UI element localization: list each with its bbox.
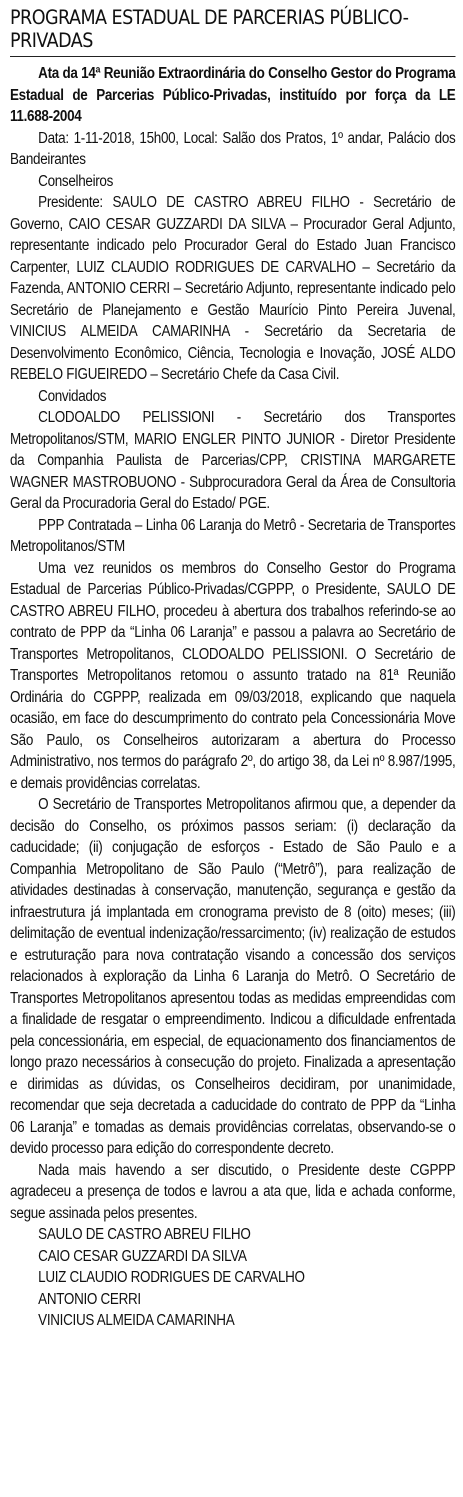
section-heading: PROGRAMA ESTADUAL DE PARCERIAS PÚBLICO-PRIVADAS	[10, 6, 456, 57]
signature-line: VINICIUS ALMEIDA CAMARINHA	[38, 1312, 235, 1329]
act-paragraph: Uma vez reunidos os membros do Conselho Gestor do Programa Estadual de Parcerias Público-Privadas/CGPPP, o Presidente, SAULO DE CASTRO ABREU FILHO, procedeu à abertura dos trabalhos referindo-se ao contrato de PPP da “Linha 06 Laranja” e passou a palavra ao Secretário de Transportes Metropolitanos, CLODOALDO PELISSIONI. O Secretário de Transportes Metropolitanos retomou o assunto tratado na 81ª Reunião Ordinária do CGPPP, realizada em 09/03/2018, explicando que naquela ocasião, em face do descumprimento do contrato pela Concessionária Move São Paulo, os Conselheiros autorizaram a abertura do Processo Administrativo, nos termos do parágrafo 2º, do artigo 38, da Lei nº 8.987/1995, e demais providências correlatas.	[10, 559, 456, 792]
signature-line: ANTONIO CERRI	[38, 1290, 141, 1308]
guests-list: CLODOALDO PELISSIONI - Secretário dos Transportes Metropolitanos/STM, MARIO ENGLER PINTO JUNIOR - Diretor Presidente da Companhia Paulista de Parcerias/CPP, CRISTINA MARGARETE WAGNER MASTROBUONO - Subprocuradora Geral da Área de Consultoria Geral da Procuradoria Geral do Estado/ PGE.	[10, 409, 456, 512]
act-title: Ata da 14ª Reunião Extraordinária do Conselho Gestor do Programa Estadual de Parcerias Público-Privadas, instituído por força da LE 11.688-2004	[10, 65, 456, 125]
act-subject: PPP Contratada – Linha 06 Laranja do Metrô - Secretaria de Transportes Metropolitanos/STM	[10, 516, 456, 555]
act-paragraph: O Secretário de Transportes Metropolitanos afirmou que, a depender da decisão do Conselho, os próximos passos seriam: (i) declaração da caducidade; (ii) conjugação de esforços - Estado de São Paulo e a Companhia Metropolitano de São Paulo (“Metrô”), para realização de atividades destinadas à conservação, manutenção, segurança e gestão da infraestrutura já implantada em cronograma previsto de 8 (oito) meses; (iii) delimitação de eventual indenização/ressarcimento; (iv) realização de estudos e estruturação para nova contratação visando a concessão dos serviços relacionados à exploração da Linha 6 Laranja do Metrô. O Secretário de Transportes Metropolitanos apresentou todas as medidas empreendidas com a finalidade de resgatar o empreendimento. Indicou a dificuldade enfrentada pela concessionária, em especial, de equacionamento dos financiamentos de longo prazo necessários à consecução do projeto. Finalizada a apresentação e dirimidas as dúvidas, os Conselheiros decidiram, por unanimidade, recomendar que seja decretada a caducidade do contrato de PPP da “Linha 06 Laranja” e tomadas as demais providências correlatas, observando-se o devido processo para edição do correspondente decreto.	[10, 796, 456, 1157]
council-label: Conselheiros	[38, 172, 114, 190]
council-members: Presidente: SAULO DE CASTRO ABREU FILHO - Secretário de Governo, CAIO CESAR GUZZARDI DA SILVA – Procurador Geral Adjunto, representante indicado pelo Procurador Geral do Estado Juan Francisco Carpenter, LUIZ CLAUDIO RODRIGUES DE CARVALHO – Secretário da Fazenda, ANTONIO CERRI – Secretário Adjunto, representante indicado pelo Secretário de Planejamento e Gestão Maurício Pinto Pereira Juvenal, VINICIUS ALMEIDA CAMARINHA - Secretário da Secretaria de Desenvolvimento Econômico, Ciência, Tecnologia e Inovação, JOSÉ ALDO REBELO FIGUEIREDO – Secretário Chefe da Casa Civil.	[10, 194, 456, 383]
act-date-line: Data: 1-11-2018, 15h00, Local: Salão dos Pratos, 1º andar, Palácio dos Bandeirantes	[10, 129, 456, 168]
act-closing: Nada mais havendo a ser discutido, o Presidente deste CGPPP agradeceu a presença de todos e lavrou a ata que, lida e achada conforme, segue assinada pelos presentes.	[10, 1161, 456, 1222]
signature-line: LUIZ CLAUDIO RODRIGUES DE CARVALHO	[38, 1269, 305, 1286]
guests-label: Convidados	[38, 387, 107, 405]
signature-line: SAULO DE CASTRO ABREU FILHO	[38, 1226, 251, 1243]
signature-line: CAIO CESAR GUZZARDI DA SILVA	[38, 1247, 247, 1265]
act-body	[10, 63, 455, 1332]
